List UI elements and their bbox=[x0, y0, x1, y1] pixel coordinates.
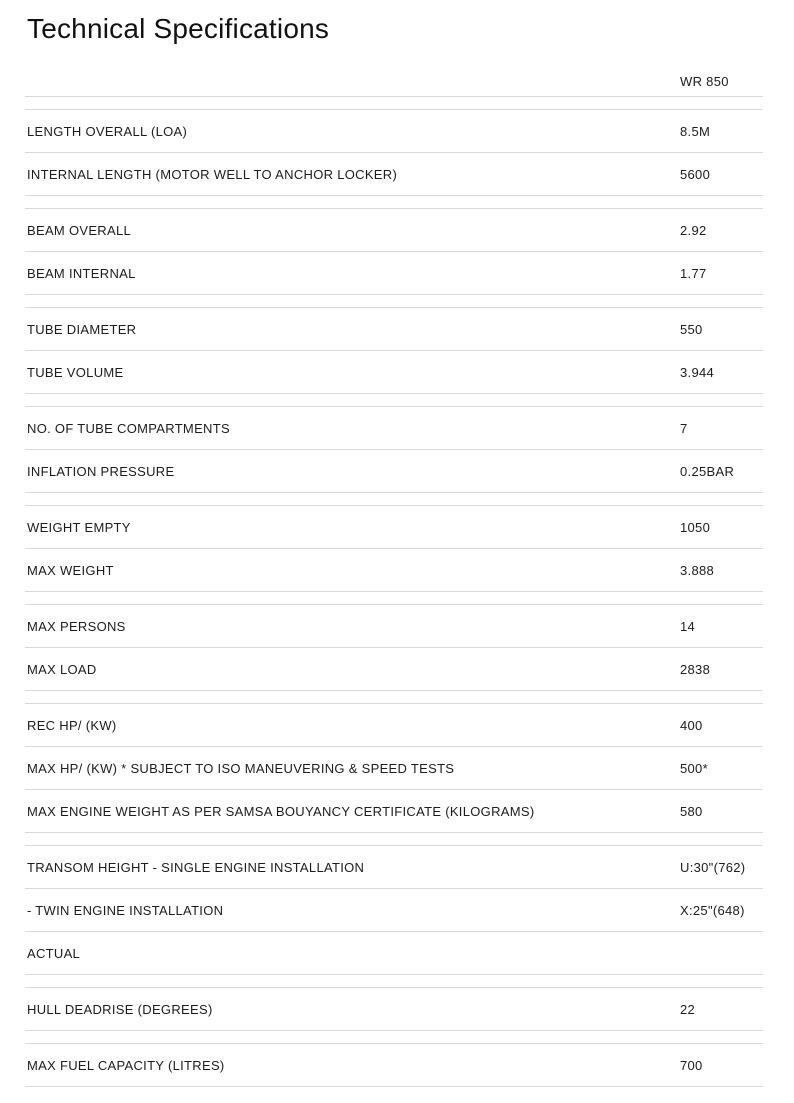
spec-value: 7 bbox=[680, 420, 688, 436]
group-divider bbox=[25, 196, 763, 209]
spec-row bbox=[25, 747, 763, 790]
spec-label: MAX PERSONS bbox=[27, 618, 126, 634]
spec-row bbox=[25, 1044, 763, 1087]
spec-label: - TWIN ENGINE INSTALLATION bbox=[27, 902, 224, 918]
spec-label: ACTUAL bbox=[27, 945, 81, 961]
spec-value: 400 bbox=[680, 717, 703, 733]
spec-row bbox=[25, 308, 763, 351]
spec-value: 22 bbox=[680, 1001, 696, 1017]
spec-row bbox=[25, 605, 763, 648]
spec-row bbox=[25, 351, 763, 394]
group-divider bbox=[25, 97, 763, 110]
spec-label: MAX LOAD bbox=[27, 661, 97, 677]
spec-label: LENGTH OVERALL (LOA) bbox=[27, 123, 188, 139]
spec-value: 2.92 bbox=[680, 222, 707, 238]
spec-label: HULL DEADRISE (DEGREES) bbox=[27, 1001, 213, 1017]
group-divider bbox=[25, 1031, 763, 1044]
spec-label: REC HP/ (KW) bbox=[27, 717, 117, 733]
spec-row bbox=[25, 704, 763, 747]
spec-value: 2838 bbox=[680, 661, 711, 677]
spec-row bbox=[25, 110, 763, 153]
spec-value: 8.5M bbox=[680, 123, 711, 139]
spec-label: BEAM OVERALL bbox=[27, 222, 132, 238]
spec-label: TUBE VOLUME bbox=[27, 364, 124, 380]
spec-value: 0.25BAR bbox=[680, 463, 735, 479]
spec-value: 500* bbox=[680, 760, 708, 776]
group-divider bbox=[25, 833, 763, 846]
spec-label: MAX FUEL CAPACITY (LITRES) bbox=[27, 1057, 225, 1073]
spec-value: 700 bbox=[680, 1057, 703, 1073]
group-divider bbox=[25, 394, 763, 407]
spec-row bbox=[25, 988, 763, 1031]
spec-row bbox=[25, 450, 763, 493]
spec-value: 3.944 bbox=[680, 364, 715, 380]
group-divider bbox=[25, 493, 763, 506]
page-title: Technical Specifications bbox=[27, 13, 330, 44]
spec-label: INFLATION PRESSURE bbox=[27, 463, 175, 479]
spec-label: MAX ENGINE WEIGHT AS PER SAMSA BOUYANCY CERTIFICATE (KILOGRAMS) bbox=[27, 803, 535, 819]
column-header: WR 850 bbox=[680, 74, 729, 89]
spec-value: U:30"(762) bbox=[680, 859, 746, 875]
spec-value: 5600 bbox=[680, 166, 711, 182]
group-divider bbox=[25, 592, 763, 605]
spec-value: 1.77 bbox=[680, 265, 707, 281]
spec-value: 550 bbox=[680, 321, 703, 337]
spec-row bbox=[25, 506, 763, 549]
spec-row bbox=[25, 889, 763, 932]
group-divider bbox=[25, 691, 763, 704]
spec-row bbox=[25, 790, 763, 833]
spec-row bbox=[25, 153, 763, 196]
spec-row bbox=[25, 846, 763, 889]
spec-row bbox=[25, 209, 763, 252]
spec-row bbox=[25, 252, 763, 295]
spec-row bbox=[25, 407, 763, 450]
spec-label: WEIGHT EMPTY bbox=[27, 519, 131, 535]
spec-row bbox=[25, 932, 763, 975]
spec-value: 3.888 bbox=[680, 562, 715, 578]
spec-label: TUBE DIAMETER bbox=[27, 321, 137, 337]
spec-table bbox=[25, 54, 763, 1087]
spec-value: 1050 bbox=[680, 519, 711, 535]
spec-label: MAX HP/ (KW) * SUBJECT TO ISO MANEUVERING & SPEED TESTS bbox=[27, 760, 455, 776]
spec-row bbox=[25, 549, 763, 592]
table-header-row bbox=[25, 54, 763, 97]
spec-value: X:25"(648) bbox=[680, 902, 745, 918]
group-divider bbox=[25, 295, 763, 308]
spec-label: INTERNAL LENGTH (MOTOR WELL TO ANCHOR LOCKER) bbox=[27, 166, 398, 182]
spec-row bbox=[25, 648, 763, 691]
spec-label: MAX WEIGHT bbox=[27, 562, 114, 578]
spec-value: 14 bbox=[680, 618, 696, 634]
spec-label: TRANSOM HEIGHT - SINGLE ENGINE INSTALLATION bbox=[27, 859, 365, 875]
spec-label: BEAM INTERNAL bbox=[27, 265, 136, 281]
group-divider bbox=[25, 975, 763, 988]
spec-label: NO. OF TUBE COMPARTMENTS bbox=[27, 420, 230, 436]
spec-value: 580 bbox=[680, 803, 703, 819]
